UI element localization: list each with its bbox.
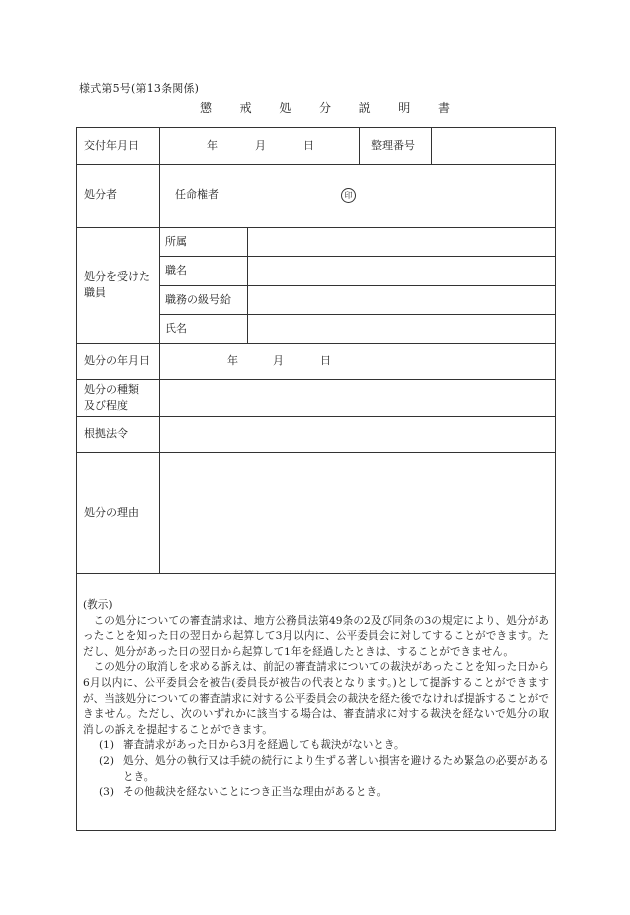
row-divider (76, 573, 556, 574)
job-title-label: 職名 (165, 264, 187, 277)
seal-mark: 印 (341, 188, 356, 203)
grade-label: 職務の級号給 (165, 293, 231, 306)
instructions-block (83, 598, 549, 801)
column-divider (431, 127, 432, 164)
instructions-item (83, 738, 549, 754)
disposal-date-year-unit: 年 (227, 354, 238, 367)
item-text: 審査請求があった日から3月を経過しても裁決がないとき。 (123, 739, 405, 752)
affiliation-label: 所属 (165, 235, 187, 248)
row-divider (76, 227, 556, 228)
column-divider (359, 127, 360, 164)
form-number-label: 様式第5号(第13条関係) (79, 82, 200, 95)
title-char: 明 (398, 101, 411, 115)
type-label-line1: 処分の種類 (84, 383, 139, 396)
employee-label (84, 269, 150, 301)
disposal-date-day-unit: 日 (320, 354, 331, 367)
column-divider (247, 227, 248, 343)
title-char: 懲 (200, 101, 213, 115)
employee-label-line1: 処分を受けた (84, 270, 150, 283)
column-divider (159, 127, 160, 573)
title-char: 説 (358, 101, 371, 115)
type-label (84, 382, 139, 414)
issue-date-label: 交付年月日 (84, 139, 139, 152)
page-title (200, 99, 450, 116)
title-char: 書 (437, 101, 450, 115)
disposal-date-label: 処分の年月日 (84, 354, 150, 367)
appointing-authority: 任命権者 (175, 188, 219, 201)
instructions-item (83, 754, 549, 785)
row-divider (76, 343, 556, 344)
item-number: (2) (99, 754, 115, 767)
row-divider (76, 379, 556, 380)
row-divider (159, 314, 556, 315)
title-char: 戒 (239, 101, 252, 115)
disposer-label: 処分者 (84, 188, 117, 201)
instructions-paragraph: この処分についての審査請求は、地方公務員法第49条の2及び同条の3の規定により、処分があったことを知った日の翌日から起算して3月以内に、公平委員会に対してすることができます。ただし、処分があった日の翌日から起算して1年を経過したときは、することができません。 (83, 614, 549, 658)
reference-number-label: 整理番号 (371, 139, 415, 152)
title-char: 処 (279, 101, 292, 115)
law-label: 根拠法令 (84, 427, 128, 440)
issue-date-year-unit: 年 (207, 139, 218, 152)
item-number: (3) (99, 786, 115, 799)
instructions-heading: (教示) (83, 599, 113, 611)
issue-date-month-unit: 月 (255, 139, 266, 152)
row-divider (76, 164, 556, 165)
reason-label: 処分の理由 (84, 506, 139, 519)
item-text: 処分、処分の執行又は手続の続行により生ずる著しい損害を避けるため緊急の必要があるとき。 (123, 754, 549, 783)
title-char: 分 (318, 101, 331, 115)
type-label-line2: 及び程度 (84, 399, 128, 412)
row-divider (159, 285, 556, 286)
row-divider (76, 416, 556, 417)
row-divider (76, 452, 556, 453)
issue-date-day-unit: 日 (303, 139, 314, 152)
disposal-date-month-unit: 月 (273, 354, 284, 367)
item-text: その他裁決を経ないことにつき正当な理由があるとき。 (123, 786, 388, 799)
employee-label-line2: 職員 (84, 286, 106, 299)
instructions-paragraph: この処分の取消しを求める訴えは、前記の審査請求についての裁決があったことを知った日から6月以内に、公平委員会を被告(委員長が被告の代表となります。)として提訴することができますが、当該処分についての審査請求に対する公平委員会の裁決を経た後でなければ提訴することができません。ただし、次のいずれかに該当する場合は、審査請求に対する裁決を経ないで処分の取消しの訴えを提起することができます。 (83, 661, 549, 736)
name-label: 氏名 (165, 322, 187, 335)
row-divider (159, 256, 556, 257)
instructions-item (83, 785, 549, 801)
item-number: (1) (99, 739, 115, 752)
